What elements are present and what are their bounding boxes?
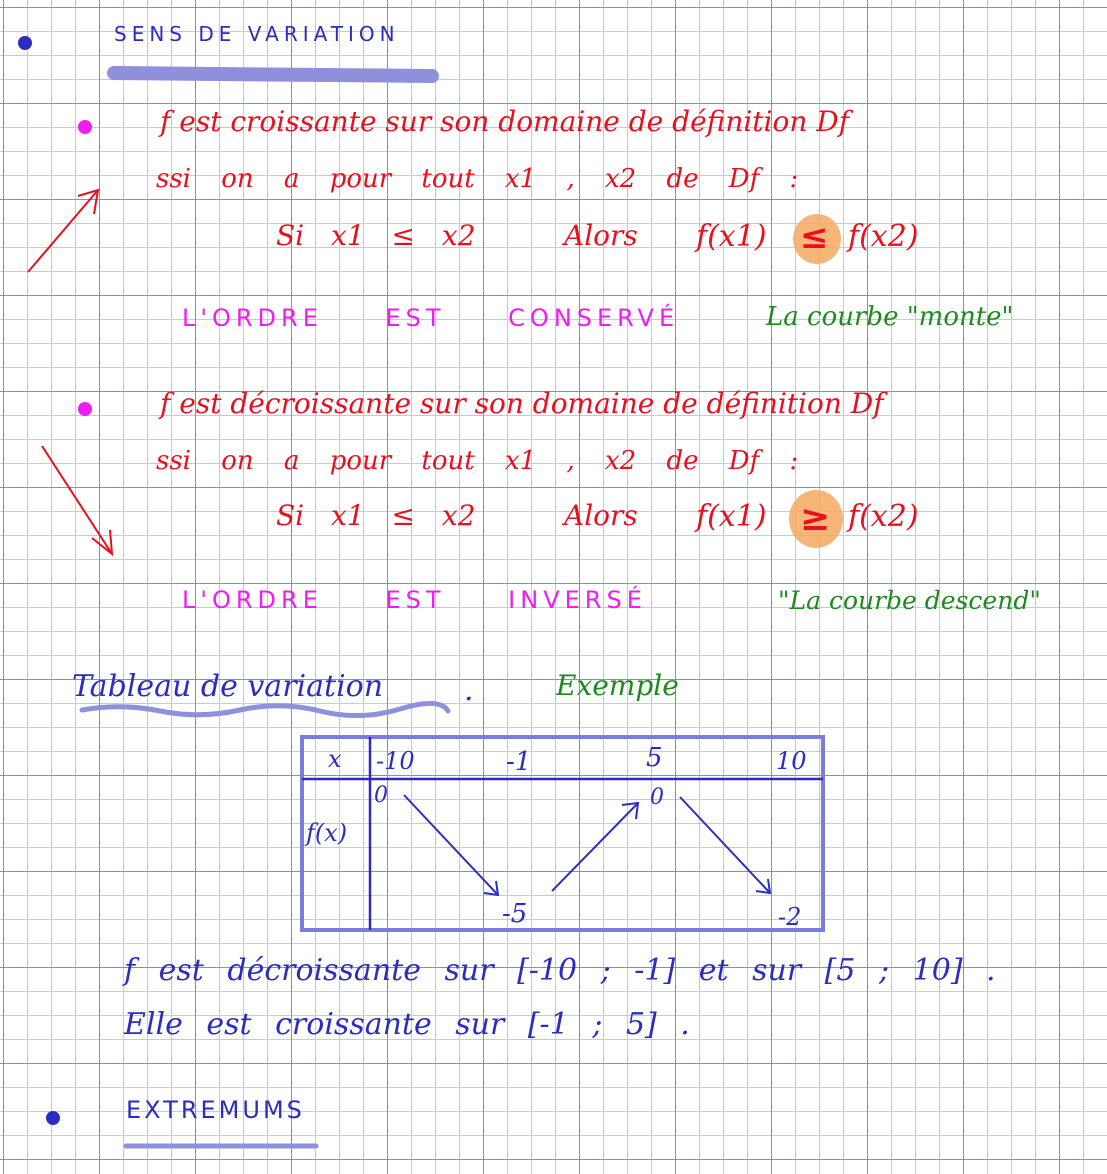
croissante-alors: Alors xyxy=(564,219,638,252)
table-f-value: 0 xyxy=(650,785,664,810)
conclusion-line-2: Elle est croissante sur [-1 ; 5] . xyxy=(124,1007,690,1042)
tableau-wavy-underline xyxy=(82,703,448,715)
decroissante-lhs: f(x1) xyxy=(696,499,767,534)
table-fx-label: f(x) xyxy=(306,819,348,847)
variation-arrow-up xyxy=(552,803,638,891)
tableau-title-dot: . xyxy=(464,673,474,708)
decroissante-si: Si x1 ≤ x2 xyxy=(276,499,476,532)
croissante-si: Si x1 ≤ x2 xyxy=(276,219,476,252)
table-f-value: -5 xyxy=(502,899,528,929)
table-x-value: -10 xyxy=(376,747,415,775)
table-f-value: 0 xyxy=(374,783,388,808)
decroissante-definition: f est décroissante sur son domaine de définition Df xyxy=(160,387,884,420)
conclusion-line-1: f est décroissante sur [-10 ; -1] et sur [5 ; 10] . xyxy=(124,953,996,988)
tableau-example: Exemple xyxy=(556,669,679,702)
decroissante-order: L'ORDRE EST INVERSÉ xyxy=(182,586,647,614)
arrow-up-right-icon xyxy=(28,190,98,272)
table-x-value: 10 xyxy=(776,747,807,775)
croissante-condition: ssi on a pour tout x1 , x2 de Df : xyxy=(156,164,799,194)
table-x-value: 5 xyxy=(646,743,663,773)
variation-arrow-down-2 xyxy=(680,797,770,893)
croissante-leq-symbol: ≤ xyxy=(800,217,829,257)
croissante-definition: f est croissante sur son domaine de définition Df xyxy=(160,105,850,138)
variation-table xyxy=(300,735,825,932)
section-title: SENS DE VARIATION xyxy=(114,22,400,46)
title-marker-underline xyxy=(114,73,432,76)
table-f-value: -2 xyxy=(778,903,802,931)
arrow-down-right-icon xyxy=(42,446,112,554)
decroissante-curve: "La courbe descend" xyxy=(778,586,1041,615)
croissante-order: L'ORDRE EST CONSERVÉ xyxy=(182,304,680,332)
variation-arrow-down-1 xyxy=(404,795,498,895)
croissante-lhs: f(x1) xyxy=(696,219,767,254)
decroissante-condition: ssi on a pour tout x1 , x2 de Df : xyxy=(156,446,799,476)
extremums-title: EXTREMUMS xyxy=(126,1096,305,1124)
table-x-value: -1 xyxy=(506,747,532,777)
table-x-label: x xyxy=(328,745,342,773)
decroissante-alors: Alors xyxy=(564,499,638,532)
tableau-title: Tableau de variation xyxy=(72,669,384,704)
croissante-curve: La courbe "monte" xyxy=(766,302,1014,332)
decroissante-rhs: f(x2) xyxy=(848,499,919,534)
decroissante-geq-symbol: ≥ xyxy=(800,497,831,539)
croissante-rhs: f(x2) xyxy=(848,219,919,254)
